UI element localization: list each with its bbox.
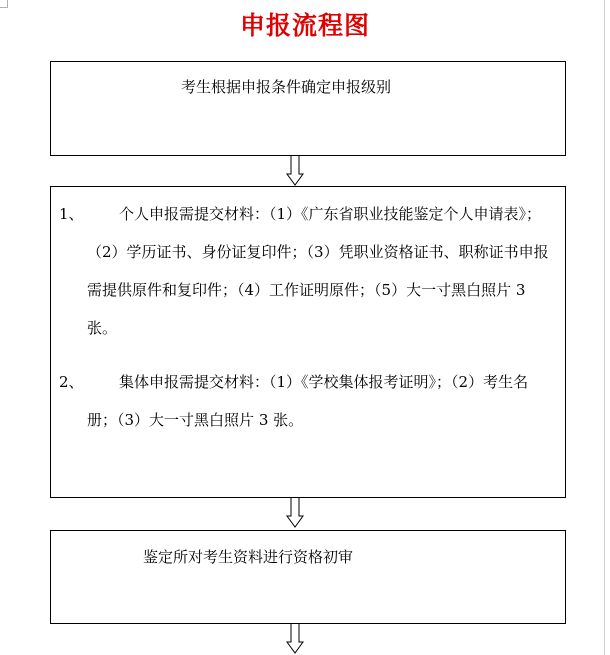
list-item — [59, 195, 557, 347]
step-box-initial-review — [50, 530, 566, 624]
down-arrow-icon — [285, 624, 305, 654]
item-number: 2、 — [59, 373, 84, 391]
page-title: 申报流程图 — [239, 11, 370, 40]
step-text: 鉴定所对考生资料进行资格初审 — [143, 548, 354, 566]
step-box-determine-level — [50, 61, 566, 156]
page-margin-line — [604, 0, 605, 655]
item-text: 个人申报需提交材料：（1）《广东省职业技能鉴定个人申请表》；（2）学历证书、身份证复印件；（3）凭职业资格证书、职称证书申报需提供原件和复印件；（4）工作证明原件；（5）大一寸黑白照片 3 张。 — [87, 205, 549, 337]
step-box-materials — [50, 186, 566, 498]
item-text: 集体申报需提交材料：（1）《学校集体报考证明》；（2）考生名册；（3）大一寸黑白照片 3 张。 — [87, 373, 529, 429]
down-arrow-icon — [285, 498, 305, 528]
item-number: 1、 — [59, 205, 84, 223]
step-text: 考生根据申报条件确定申报级别 — [181, 78, 392, 96]
down-arrow-icon — [285, 156, 305, 186]
list-item — [59, 363, 557, 439]
